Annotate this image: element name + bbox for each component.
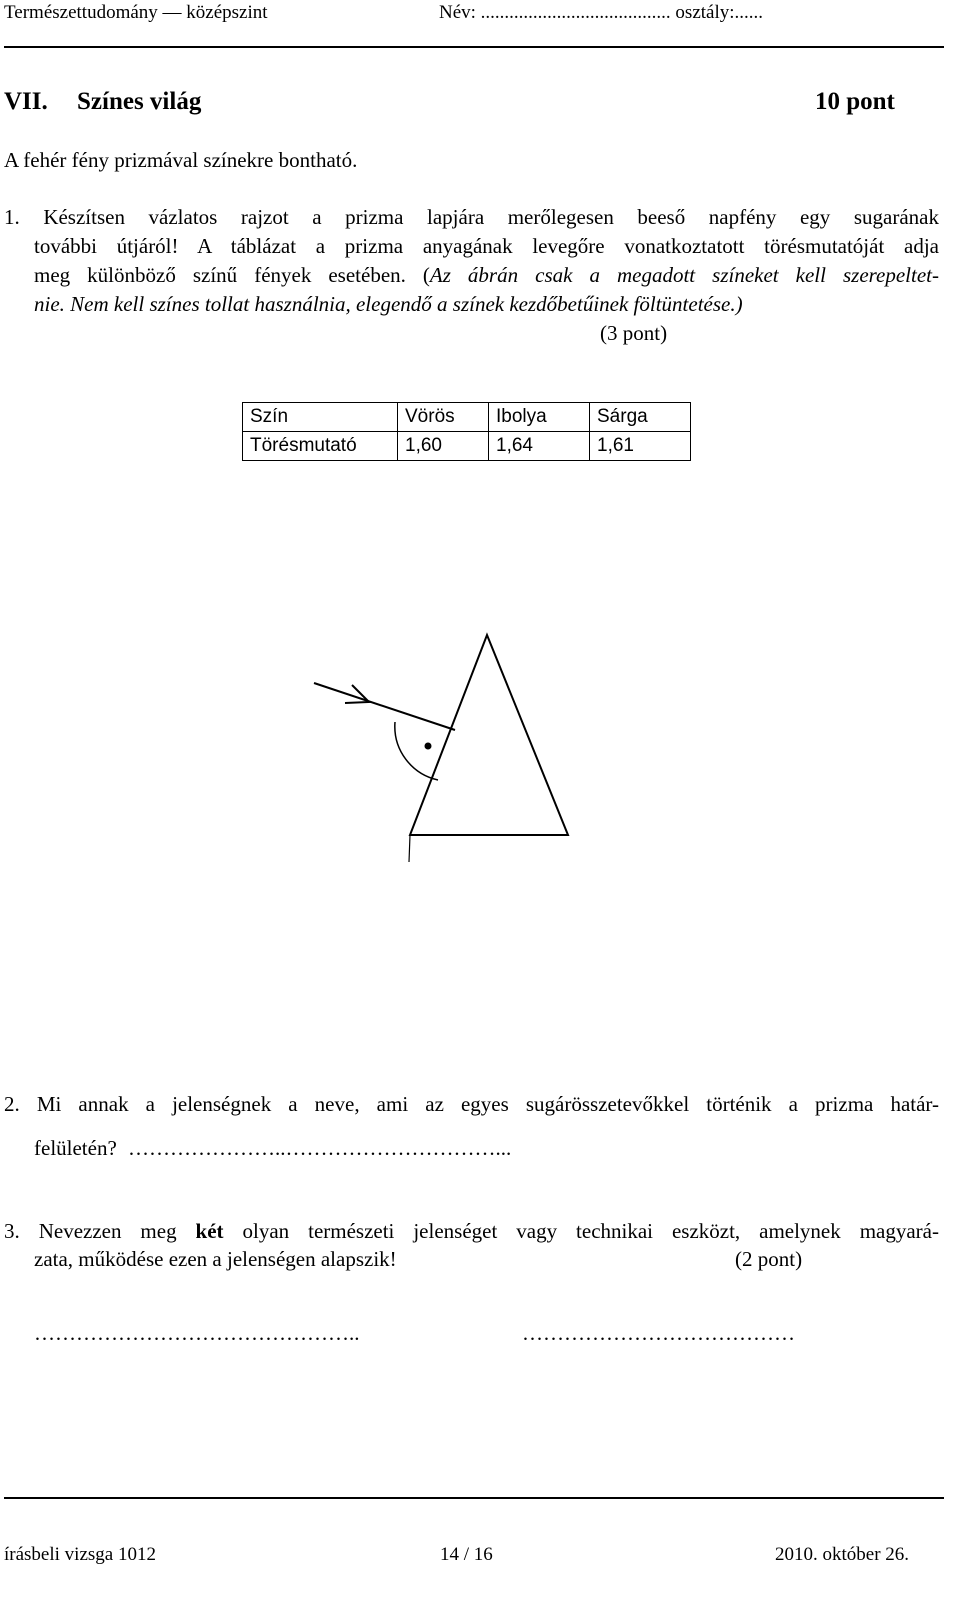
header-name-field: Név: ........................................ osztály:...... bbox=[439, 2, 764, 23]
q2-line1: 2. Mi annak a jelenségnek a neve, ami az egyes sugárösszetevőkkel történik a prizma határ- bbox=[4, 1092, 939, 1116]
intro-text: A fehér fény prizmával színekre bontható. bbox=[4, 148, 358, 172]
prism-figure bbox=[300, 625, 600, 870]
q3-line1-bold: két bbox=[195, 1219, 224, 1243]
footer-rule bbox=[4, 1497, 944, 1499]
q3-line1 bbox=[4, 1219, 939, 1244]
q1-line1: 1. Készítsen vázlatos rajzot a prizma lapjára merőlegesen beeső napfény egy sugarának bbox=[4, 205, 939, 229]
q3-answer-right: ………………………………… bbox=[522, 1321, 795, 1345]
footer-left: írásbeli vizsga 1012 bbox=[4, 1544, 156, 1565]
table-row-values bbox=[243, 432, 691, 461]
q1-line4: nie. Nem kell színes tollat használnia, elegendő a színek kezdőbetűinek föltüntetése.) bbox=[34, 292, 743, 316]
q2-line2-text: felületén? bbox=[34, 1136, 117, 1160]
q1-line2: további útjáról! A táblázat a prizma anyagának levegőre vonatkoztatott törésmutatóját adja bbox=[34, 234, 939, 258]
prism-triangle bbox=[410, 635, 568, 835]
q3-line2: zata, működése ezen a jelenségen alapszik! bbox=[34, 1247, 397, 1271]
table-row-header bbox=[243, 403, 691, 432]
q1-line3-italic: Az ábrán csak a megadott színeket kell szerepeltet- bbox=[429, 263, 939, 287]
q1-points: (3 pont) bbox=[600, 321, 668, 345]
table-cell: Törésmutató bbox=[243, 432, 398, 461]
q3-line1-b: olyan természeti jelenséget vagy technikai eszközt, amelynek magyará- bbox=[223, 1219, 939, 1243]
q1-line3-normal: meg különböző színű fények esetében. ( bbox=[34, 263, 430, 287]
header-subject: Természettudomány — középszint bbox=[4, 2, 268, 23]
q2-answer-dots: …………………..…………………………... bbox=[128, 1136, 512, 1160]
right-angle-arc bbox=[395, 722, 438, 780]
right-angle-dot bbox=[425, 743, 432, 750]
table-cell: 1,60 bbox=[398, 432, 489, 461]
section-points: 10 pont bbox=[815, 88, 895, 115]
section-number: VII. bbox=[4, 88, 48, 115]
table-cell: 1,61 bbox=[590, 432, 691, 461]
incident-ray bbox=[314, 683, 455, 730]
prism-edge-tick bbox=[409, 835, 410, 862]
refractive-index-table bbox=[242, 402, 691, 461]
table-cell: Szín bbox=[243, 403, 398, 432]
table-cell: Sárga bbox=[590, 403, 691, 432]
table-cell: 1,64 bbox=[489, 432, 590, 461]
footer-page-number: 14 / 16 bbox=[440, 1544, 493, 1565]
table-cell: Vörös bbox=[398, 403, 489, 432]
q1-line3 bbox=[34, 263, 939, 288]
q3-line1-a: 3. Nevezzen meg bbox=[4, 1219, 196, 1243]
q3-points: (2 pont) bbox=[735, 1247, 803, 1271]
footer-date: 2010. október 26. bbox=[775, 1544, 910, 1565]
section-title: Színes világ bbox=[77, 88, 202, 115]
q2-line2 bbox=[34, 1136, 511, 1161]
header-rule bbox=[4, 46, 944, 48]
table-cell: Ibolya bbox=[489, 403, 590, 432]
q3-answer-left: ……………………………………….. bbox=[34, 1321, 360, 1345]
